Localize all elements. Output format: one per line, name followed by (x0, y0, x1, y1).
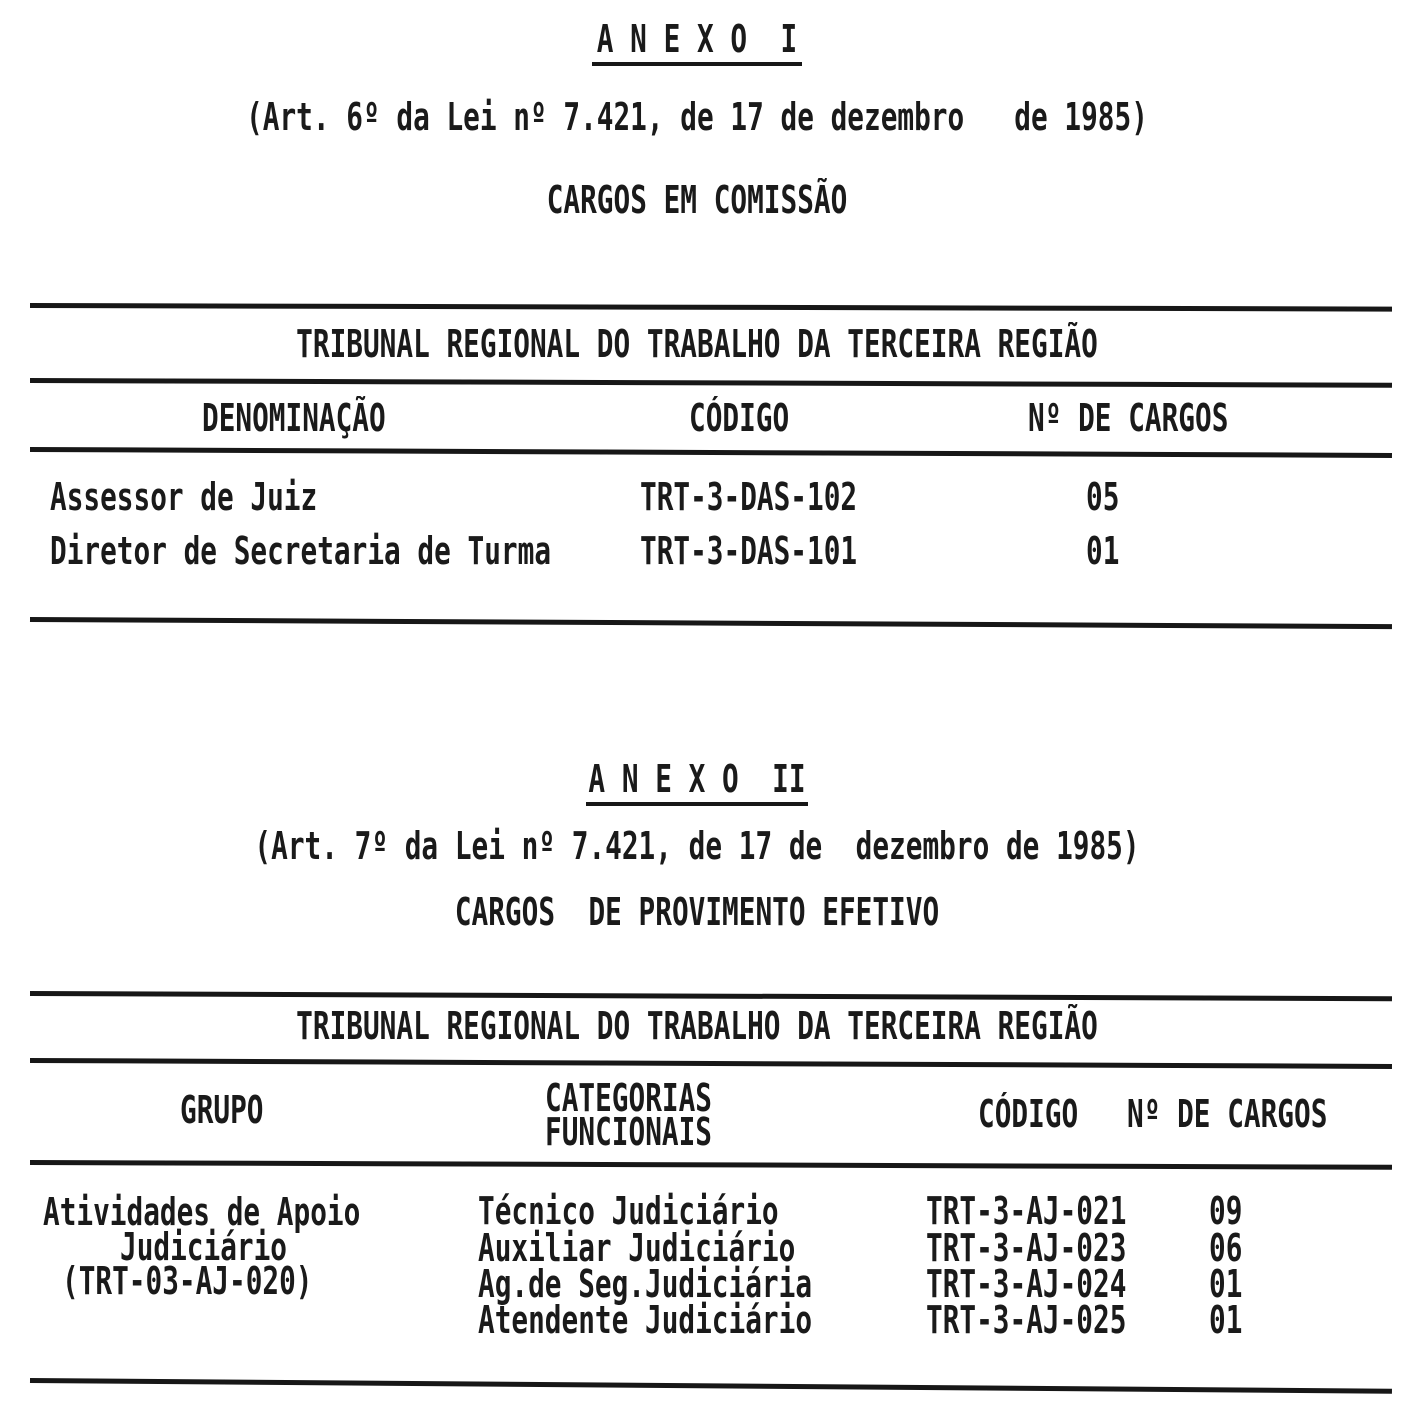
table2-row1-codigo: TRT-3-AJ-021 (926, 1189, 1127, 1233)
table2-row2-categoria: Auxiliar Judiciário (478, 1226, 796, 1270)
table2-caption-rule (30, 1058, 1392, 1069)
table1-row2-codigo: TRT-3-DAS-101 (640, 529, 858, 573)
table1-caption: TRIBUNAL REGIONAL DO TRABALHO DA TERCEIRA REGIÃO (296, 322, 1098, 366)
anexo1-title-underline (592, 62, 802, 66)
table2-row3-cargos: 01 (1209, 1262, 1243, 1306)
table1-header-codigo: CÓDIGO (689, 396, 790, 440)
table2-row1-cargos: 09 (1209, 1189, 1243, 1233)
table2-row4-cargos: 01 (1209, 1298, 1243, 1342)
table2-header-codigo: CÓDIGO (978, 1092, 1079, 1136)
table2-header-categorias-line2: FUNCIONAIS (545, 1110, 713, 1154)
anexo2-subtitle: (Art. 7º da Lei nº 7.421, de 17 de dezembro de 1985) (254, 824, 1140, 868)
table2-grupo-line1: Atividades de Apoio (43, 1190, 361, 1234)
table1-header-denominacao: DENOMINAÇÃO (202, 396, 386, 440)
table2-row3-categoria: Ag.de Seg.Judiciária (478, 1262, 813, 1306)
anexo2-heading: CARGOS DE PROVIMENTO EFETIVO (454, 890, 940, 934)
table2-grupo-line3: (TRT-03-AJ-020) (62, 1259, 313, 1303)
table2-row3-codigo: TRT-3-AJ-024 (926, 1262, 1127, 1306)
table2-header-rule (30, 1160, 1392, 1170)
anexo1-subtitle: (Art. 6º da Lei nº 7.421, de 17 de dezembro de 1985) (246, 95, 1148, 139)
table2-row2-codigo: TRT-3-AJ-023 (926, 1226, 1127, 1270)
table2-header-grupo: GRUPO (180, 1088, 264, 1132)
table2-caption: TRIBUNAL REGIONAL DO TRABALHO DA TERCEIRA REGIÃO (296, 1004, 1098, 1048)
table1-row2-cargos: 01 (1086, 529, 1120, 573)
anexo2-title: A N E X O II (588, 757, 806, 801)
table2-row2-cargos: 06 (1209, 1226, 1243, 1270)
table1-header-cargos: Nº DE CARGOS (1028, 396, 1229, 440)
anexo1-title: A N E X O I (596, 17, 798, 61)
table1-top-rule (30, 303, 1392, 312)
table2-grupo-line2: Judiciário (120, 1225, 288, 1269)
table2-header-cargos: Nº DE CARGOS (1127, 1092, 1328, 1136)
table2-row4-codigo: TRT-3-AJ-025 (926, 1298, 1127, 1342)
anexo2-title-underline (586, 802, 808, 806)
table2-row1-categoria: Técnico Judiciário (478, 1189, 779, 1233)
table2-row4-categoria: Atendente Judiciário (478, 1298, 813, 1342)
table1-caption-rule (30, 378, 1392, 388)
table2-header-categorias-line1: CATEGORIAS (545, 1076, 713, 1120)
table1-row1-denominacao: Assessor de Juiz (50, 475, 318, 519)
table2-bottom-rule (30, 1378, 1392, 1394)
table1-row1-cargos: 05 (1086, 475, 1120, 519)
table1-row1-codigo: TRT-3-DAS-102 (640, 475, 858, 519)
table1-bottom-rule (30, 617, 1392, 629)
anexo1-heading: CARGOS EM COMISSÃO (546, 178, 848, 222)
table1-header-rule (30, 447, 1392, 458)
table1-row2-denominacao: Diretor de Secretaria de Turma (50, 529, 552, 573)
table2-top-rule (30, 991, 1392, 1001)
